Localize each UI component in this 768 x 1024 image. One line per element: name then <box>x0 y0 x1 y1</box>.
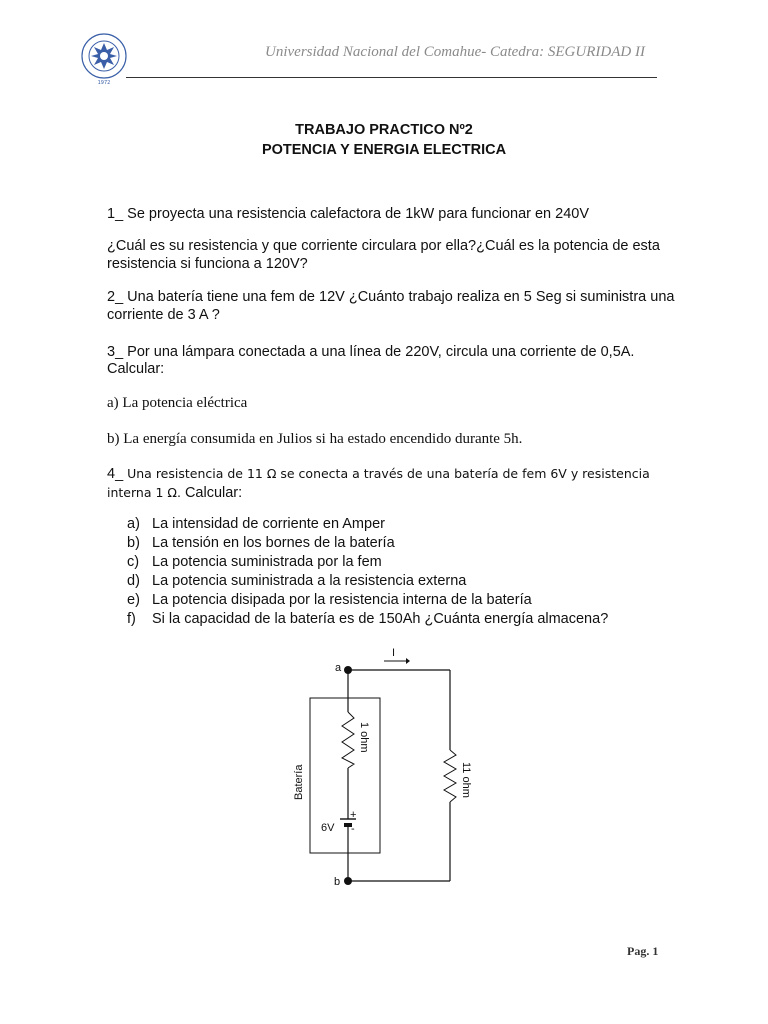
logo-year: 1972 <box>97 80 111 86</box>
option-text: La potencia suministrada a la resistencia externa <box>152 573 467 589</box>
option-text: La tensión en los bornes de la batería <box>152 535 395 551</box>
current-arrowhead <box>406 658 410 664</box>
option-label: e) <box>127 592 140 608</box>
list-item <box>127 572 608 591</box>
circuit-diagram <box>270 640 500 900</box>
node-a-label: a <box>335 662 342 674</box>
question-4-text-2: interna 1 Ω. <box>107 485 181 500</box>
question-3-item-b: b) La energía consumida en Julios si ha estado encendido durante 5h. <box>107 431 523 447</box>
list-item <box>127 610 608 629</box>
option-text: Si la capacidad de la batería es de 150Ah ¿Cuánta energía almacena? <box>152 611 609 627</box>
external-resistor-label: 11 ohm <box>460 762 472 798</box>
list-item <box>127 534 608 553</box>
battery-minus: - <box>351 823 355 835</box>
option-label: f) <box>127 611 136 627</box>
university-logo <box>76 30 132 86</box>
option-label: c) <box>127 554 140 570</box>
question-4-line1 <box>107 465 650 483</box>
option-label: b) <box>127 535 140 551</box>
question-1: 1_ Se proyecta una resistencia calefactora de 1kW para funcionar en 240V <box>107 206 590 222</box>
question-4-line2 <box>107 484 242 502</box>
question-1-detail-line1: ¿Cuál es su resistencia y que corriente circulara por ella?¿Cuál es la potencia de esta <box>107 238 660 254</box>
option-text: La potencia suministrada por la fem <box>152 554 382 570</box>
emf-label: 6V <box>321 822 335 834</box>
question-2-line2: corriente de 3 A ? <box>107 307 220 323</box>
question-1-detail-line2: resistencia si funciona a 120V? <box>107 256 308 272</box>
page-subtitle: POTENCIA Y ENERGIA ELECTRICA <box>261 142 507 158</box>
list-item <box>127 553 608 572</box>
question-4-text: Una resistencia de 11 Ω se conecta a través de una batería de fem 6V y resistencia <box>123 466 650 481</box>
question-4-calcular: Calcular: <box>180 485 243 501</box>
battery-label: Batería <box>293 764 305 800</box>
list-item <box>127 515 608 534</box>
question-4-options <box>127 515 608 629</box>
page-number: Pag. 1 <box>627 944 659 958</box>
node-a-dot <box>344 666 352 674</box>
header-divider <box>126 77 657 78</box>
page-title: TRABAJO PRACTICO Nº2 <box>295 122 473 138</box>
node-b-label: b <box>334 876 341 888</box>
question-2-line1: 2_ Una batería tiene una fem de 12V ¿Cuánto trabajo realiza en 5 Seg si suministra una <box>107 289 675 305</box>
node-b-dot <box>344 877 352 885</box>
current-label: I <box>392 647 396 659</box>
question-3-line1: 3_ Por una lámpara conectada a una línea de 220V, circula una corriente de 0,5A. <box>107 344 635 360</box>
internal-resistor <box>342 712 354 768</box>
question-4-number: 4_ <box>107 466 124 482</box>
battery-plus: + <box>350 809 357 821</box>
option-label: d) <box>127 573 140 589</box>
option-label: a) <box>127 516 140 532</box>
header-university: Universidad Nacional del Comahue- Catedra: SEGURIDAD II <box>265 44 645 60</box>
option-text: La potencia disipada por la resistencia interna de la batería <box>152 592 532 608</box>
option-text: La intensidad de corriente en Amper <box>152 516 385 532</box>
internal-resistor-label: 1 ohm <box>358 722 370 753</box>
list-item <box>127 591 608 610</box>
question-3-item-a: a) La potencia eléctrica <box>107 395 248 411</box>
question-3-line2: Calcular: <box>107 361 165 377</box>
external-resistor <box>444 750 456 802</box>
